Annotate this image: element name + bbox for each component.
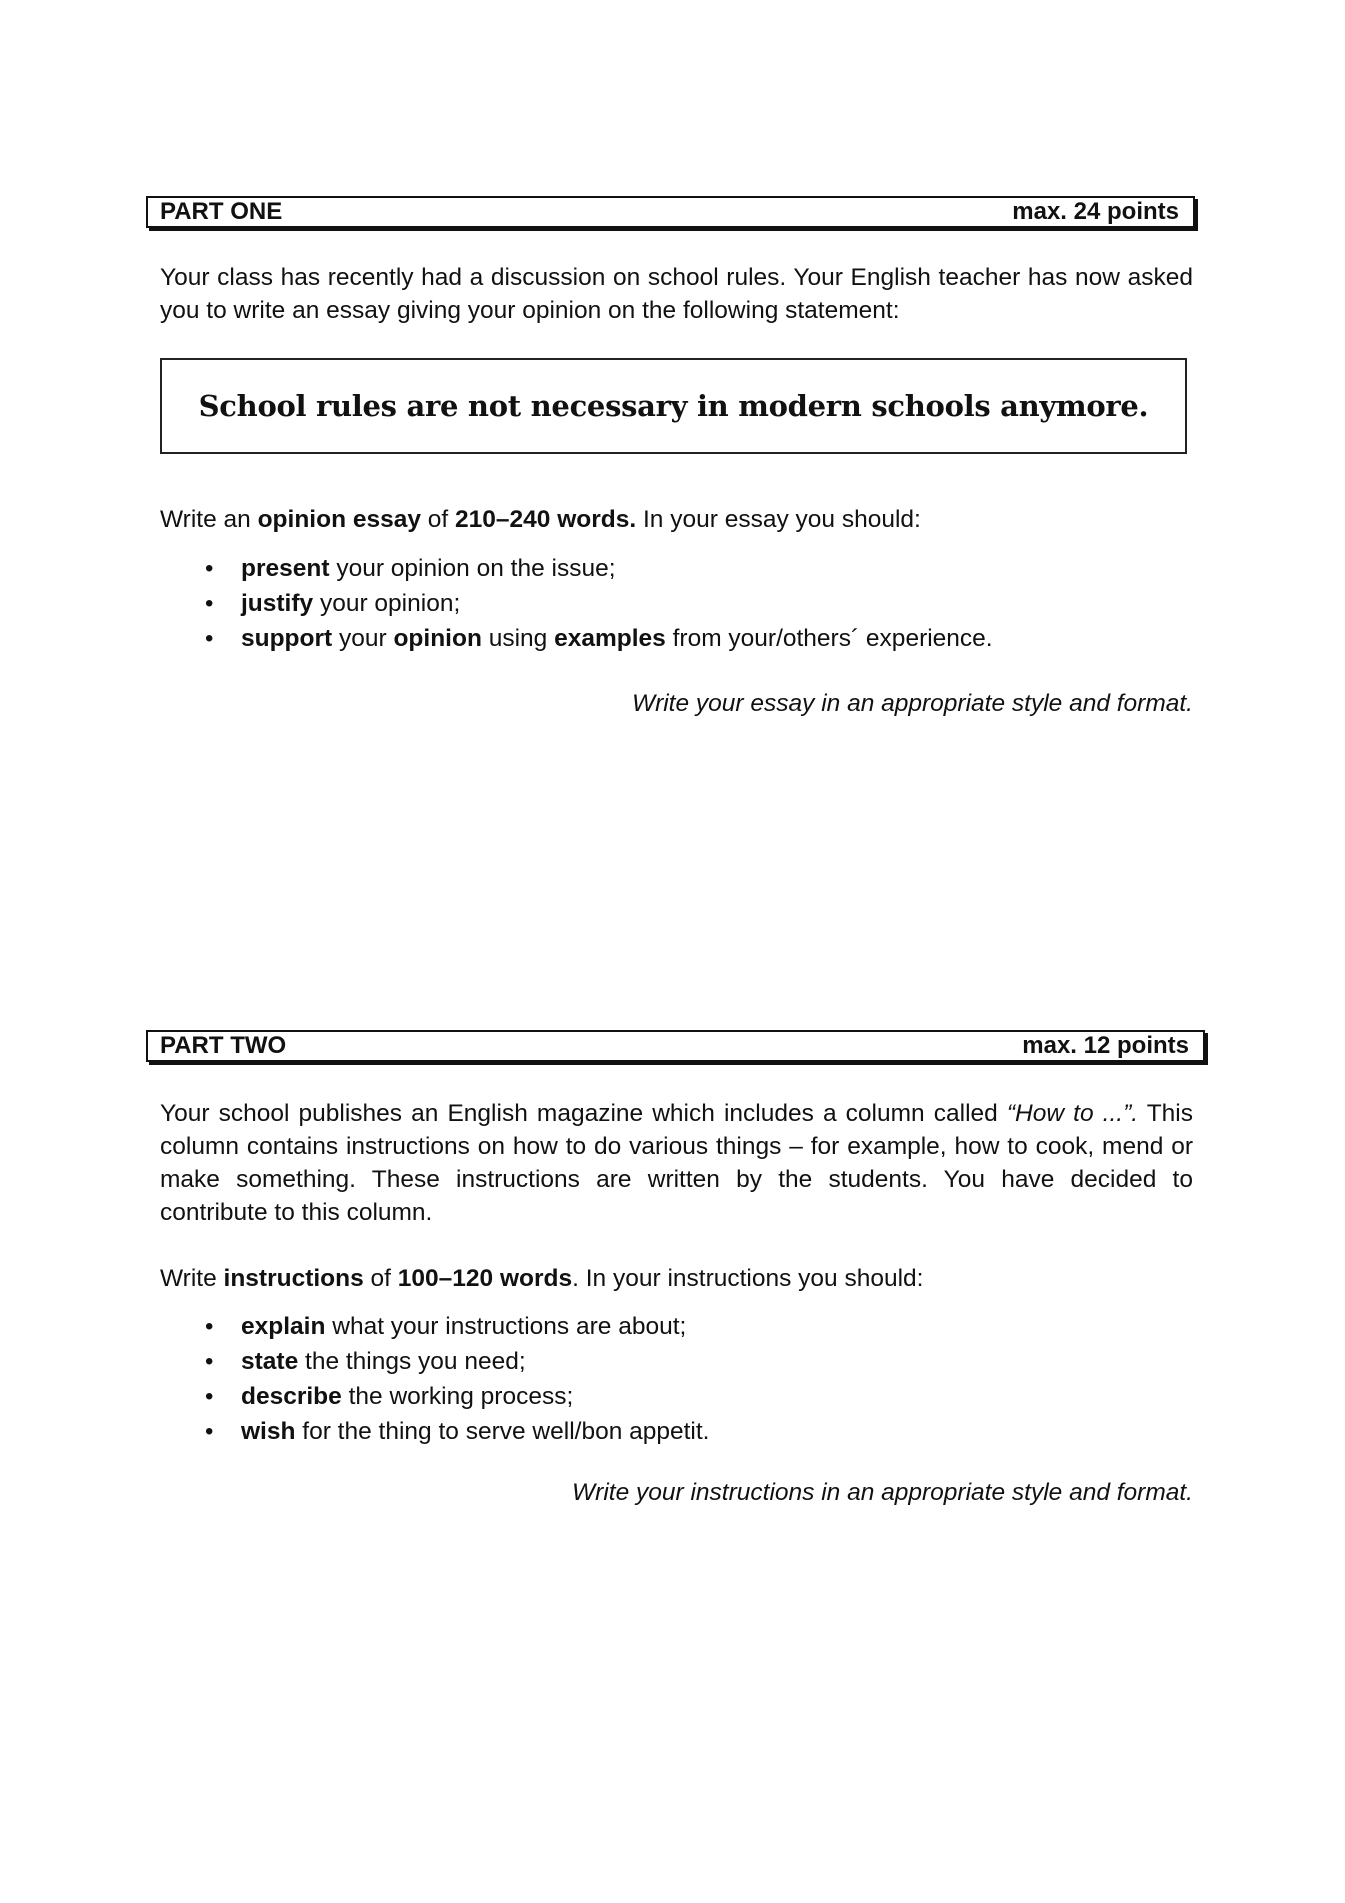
column-name: “How to ...”. xyxy=(1006,1100,1139,1127)
bullet-text: your opinion on the issue; xyxy=(329,555,616,582)
task-text: . In your instructions you should: xyxy=(572,1265,924,1292)
bullet-text: the things you need; xyxy=(298,1348,526,1375)
list-item xyxy=(160,1309,710,1344)
bullet-text: from your/others´ experience. xyxy=(665,625,993,652)
bullet-keyword: describe xyxy=(241,1383,342,1410)
list-item xyxy=(160,586,993,621)
essay-statement: School rules are not necessary in modern schools anymore. xyxy=(198,389,1149,423)
bullet-text: the working process; xyxy=(341,1383,574,1410)
intro-text: Your school publishes an English magazine which includes a column called xyxy=(160,1100,1007,1127)
bullet-icon: • xyxy=(205,625,214,652)
task-word-count: 100–120 words xyxy=(397,1265,573,1292)
list-item xyxy=(160,551,993,586)
bullet-keyword: explain xyxy=(241,1313,326,1340)
task-text: In your essay you should: xyxy=(636,506,921,533)
part-two-closing: Write your instructions in an appropriate style and format. xyxy=(572,1479,1193,1506)
bullet-text: your opinion; xyxy=(313,590,461,617)
task-type: instructions xyxy=(223,1265,364,1292)
task-text: Write xyxy=(160,1265,224,1292)
bullet-keyword: state xyxy=(241,1348,299,1375)
part-one-closing: Write your essay in an appropriate style and format. xyxy=(631,690,1193,717)
bullet-icon: • xyxy=(205,555,214,582)
bullet-icon: • xyxy=(205,590,214,617)
essay-statement-box xyxy=(160,358,1187,454)
intro-text: This column contains instructions on how to do various things – for example, how to cook, mend or make something. These instructions are written by the students. You have decided to contribute to this column. xyxy=(160,1100,1193,1226)
part-two-points: max. 12 points xyxy=(1022,1032,1189,1059)
bullet-icon: • xyxy=(205,1418,214,1445)
list-item xyxy=(160,621,993,656)
bullet-icon: • xyxy=(205,1383,214,1410)
bullet-keyword: present xyxy=(241,555,330,582)
list-item xyxy=(160,1379,710,1414)
task-text: of xyxy=(363,1265,398,1292)
part-two-intro xyxy=(160,1097,1193,1229)
part-one-task xyxy=(160,503,921,536)
list-item xyxy=(160,1414,710,1449)
bullet-icon: • xyxy=(205,1313,214,1340)
part-two-task xyxy=(160,1262,924,1295)
part-one-points: max. 24 points xyxy=(1012,198,1179,225)
bullet-text: for the thing to serve well/bon appetit. xyxy=(295,1418,710,1445)
bullet-keyword: justify xyxy=(241,590,314,617)
bullet-icon: • xyxy=(205,1348,214,1375)
bullet-keyword: support xyxy=(241,625,333,652)
bullet-keyword: wish xyxy=(241,1418,296,1445)
bullet-text: what your instructions are about; xyxy=(325,1313,687,1340)
part-two-header xyxy=(146,1030,1205,1062)
part-one-header xyxy=(146,196,1195,228)
list-item xyxy=(160,1344,710,1379)
bullet-text: using xyxy=(481,625,555,652)
part-one-title: PART ONE xyxy=(160,198,283,225)
bullet-text: your xyxy=(332,625,394,652)
bullet-keyword: opinion xyxy=(393,625,482,652)
task-text: Write an xyxy=(160,506,258,533)
task-type: opinion essay xyxy=(257,506,421,533)
task-text: of xyxy=(420,506,456,533)
part-one-intro: Your class has recently had a discussion on school rules. Your English teacher has now asked you to write an essay giving your opinion on the following statement: xyxy=(160,264,1193,324)
part-two-title: PART TWO xyxy=(160,1032,287,1059)
task-word-count: 210–240 words. xyxy=(455,506,637,533)
bullet-keyword: examples xyxy=(554,625,666,652)
part-one-bullet-list xyxy=(160,551,993,656)
part-two-bullet-list xyxy=(160,1309,710,1449)
